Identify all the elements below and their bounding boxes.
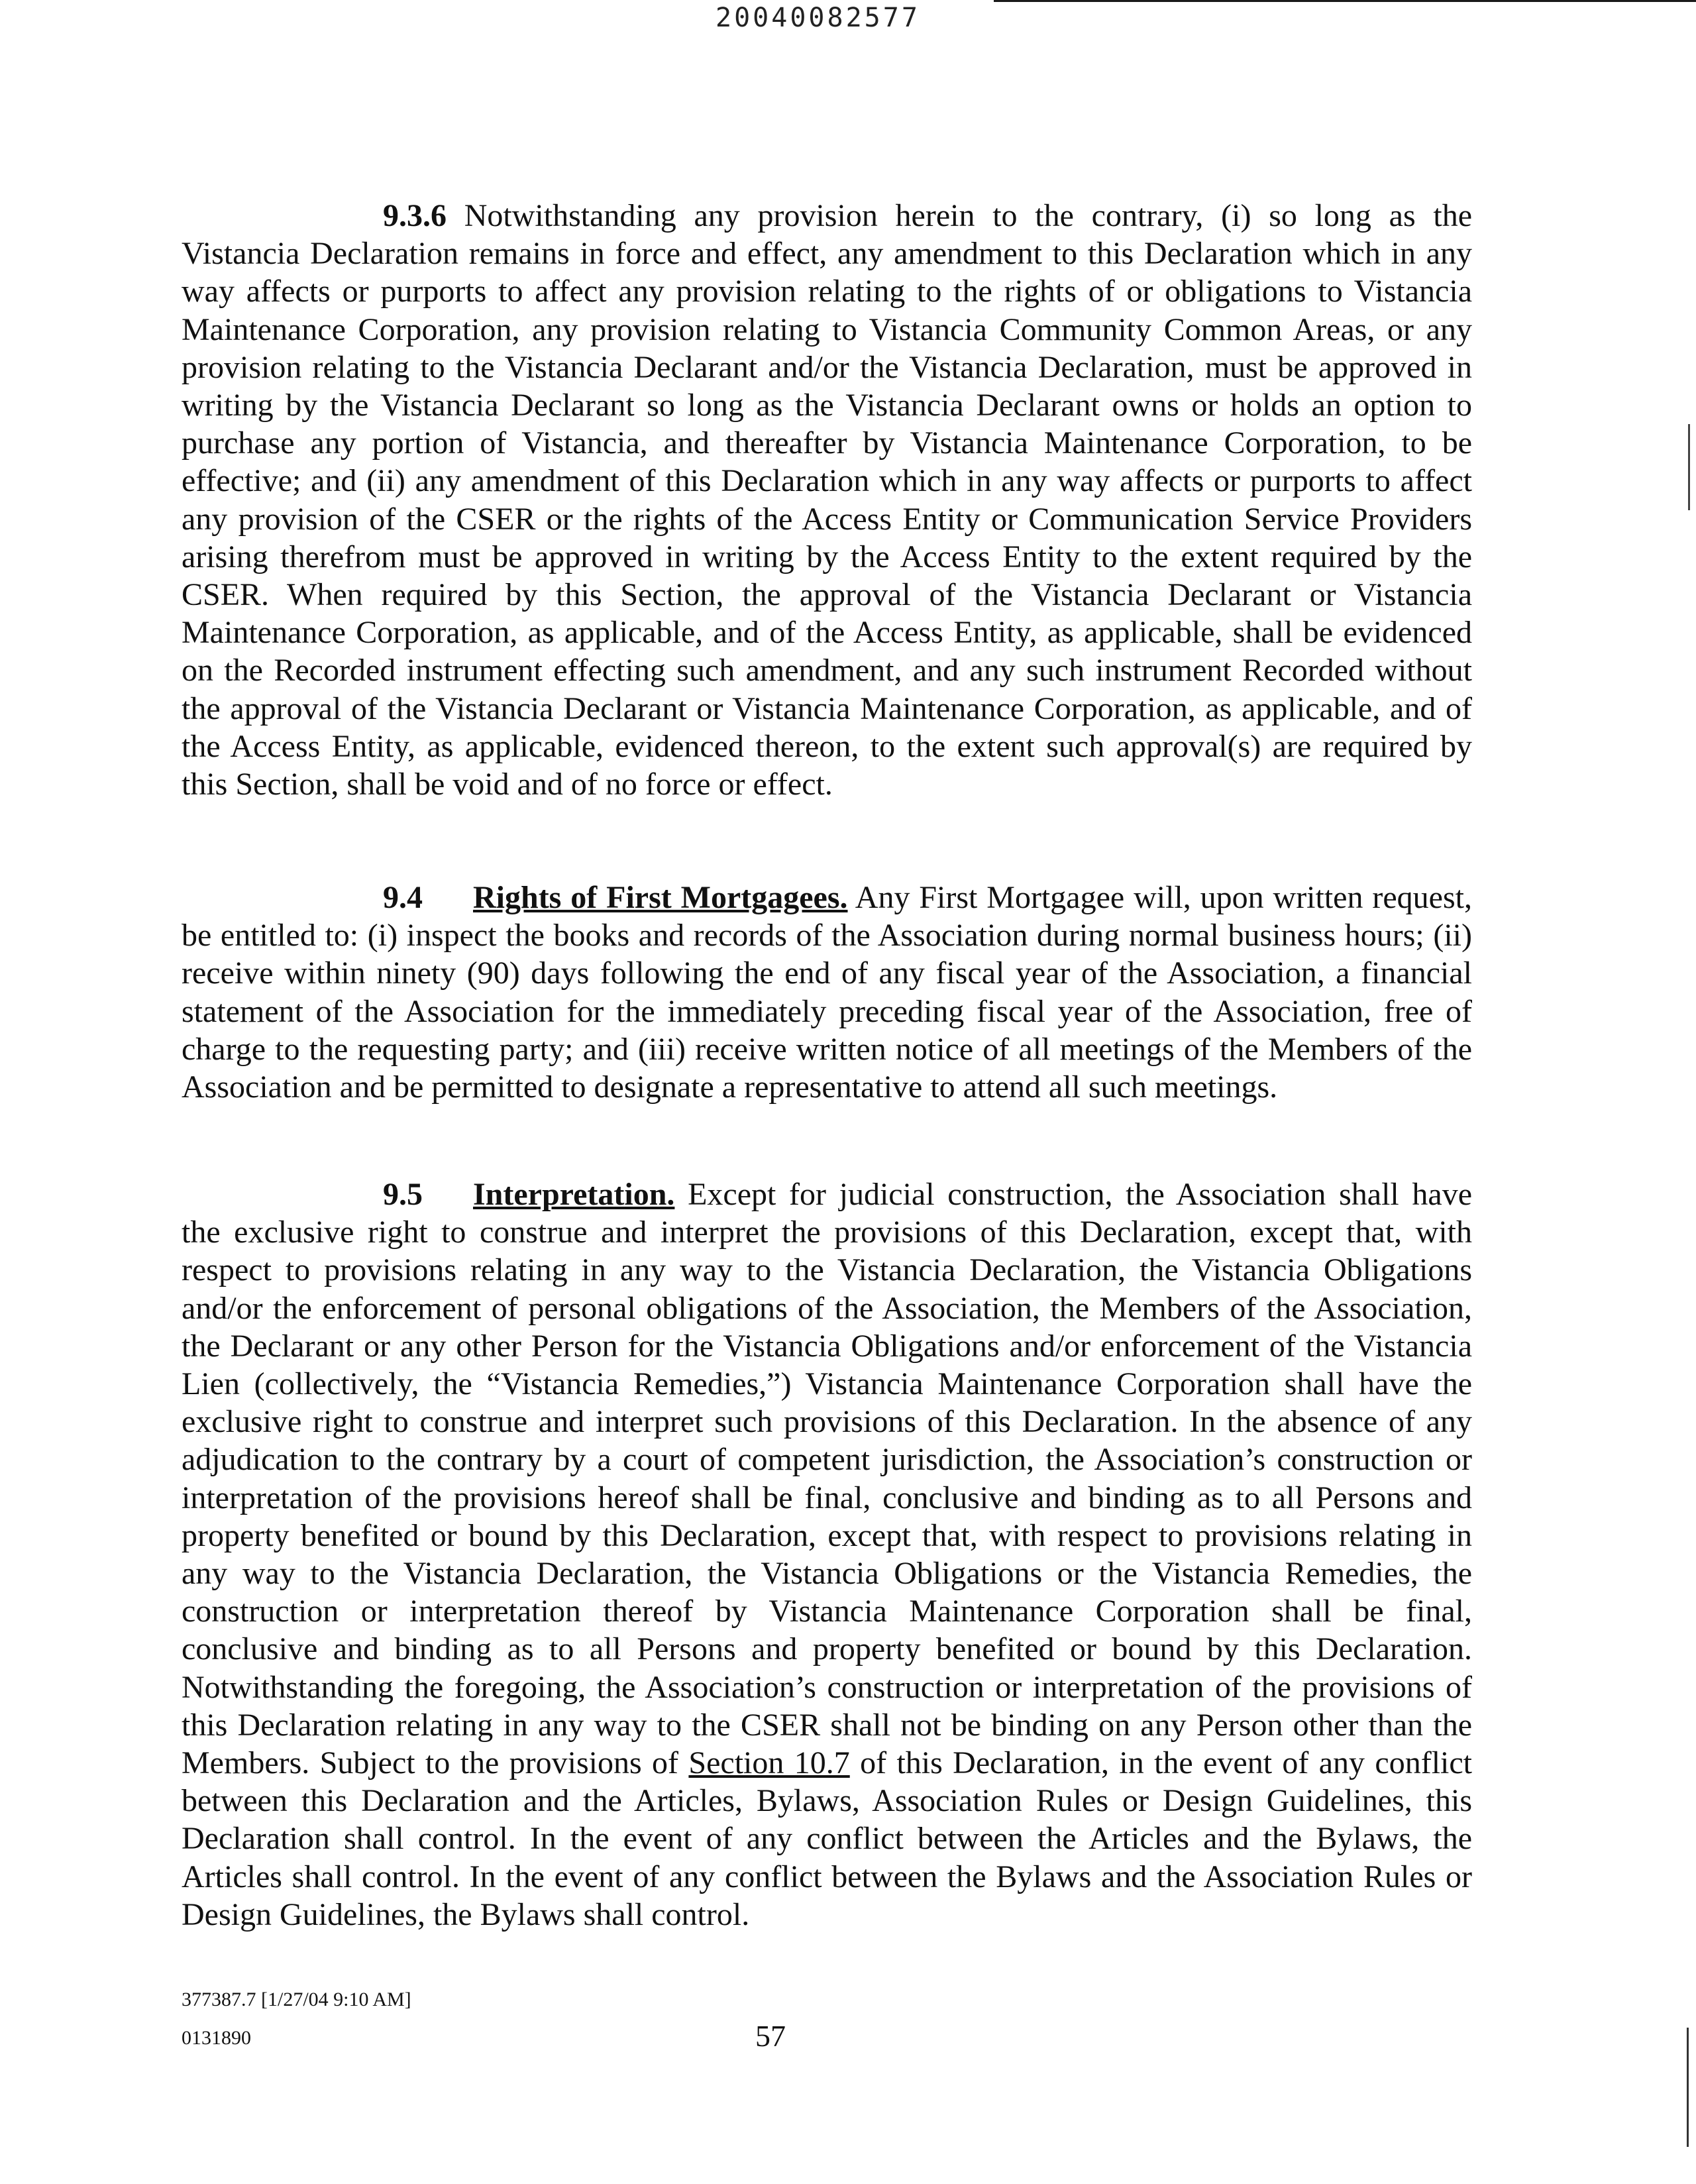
recording-number: 20040082577 (716, 3, 920, 33)
section-number: 9.3.6 (383, 198, 447, 233)
footer-matter-number: 0131890 (182, 2027, 251, 2049)
section-body: Except for judicial construction, the Association shall have the exclusive right to construe and interpret the provisions of this Declaration, except that, with respect to provisions relating in any way to the Vistancia Declaration, the Vistancia Obligations and/or the enforcement of personal obligations of the Association, the Members of the Association, the Declarant or any other Person for the Vistancia Obligations and/or enforcement of the Vistancia Lien (collectively, the “Vistancia Remedies,”) Vistancia Maintenance Corporation shall have the exclusive right to construe and interpret such provisions of this Declaration. In the absence of any adjudication to the contrary by a court of competent jurisdiction, the Association’s construction or interpretation of the provisions hereof shall be final, conclusive and binding as to all Persons and property benefited or bound by this Declaration, except that, with respect to provisions relating in any way to the Vistancia Declaration, the Vistancia Obligations or the Vistancia Remedies, the construction or interpretation thereof by Vistancia Maintenance Corporation shall be final, conclusive and binding as to all Persons and property benefited or bound by this Declaration. Notwithstanding the foregoing, the Association’s construction or interpretation of the provisions of this Declaration relating in any way to the CSER shall not be binding on any Person other than the Members. Subject to the provisions of (182, 1177, 1472, 1781)
scan-edge-mark (1687, 2028, 1689, 2147)
section-heading: Interpretation. (473, 1177, 675, 1212)
section-heading: Rights of First Mortgagees. (473, 880, 848, 915)
section-body: Any First Mortgagee will, upon written request, be entitled to: (i) inspect the books and records of the Association during normal business hours; (ii) receive within ninety (90) days following the end of any fiscal year of the Association, a financial statement of the Association for the immediately preceding fiscal year of the Association, free of charge to the requesting party; and (iii) receive written notice of all meetings of the Members of the Association and be permitted to designate a representative to attend all such meetings. (182, 880, 1472, 1105)
footer-document-id: 377387.7 [1/27/04 9:10 AM] (182, 1989, 411, 2010)
section-9-3-6 (182, 197, 1472, 803)
section-number: 9.5 (383, 1177, 423, 1212)
top-border-line (994, 0, 1696, 2)
section-9-4 (182, 879, 1472, 1106)
section-body: Notwithstanding any provision herein to the contrary, (i) so long as the Vistancia Declaration remains in force and effect, any amendment to this Declaration which in any way affects or purports to affect any provision relating to the rights of or obligations to Vistancia Maintenance Corporation, any provision relating to Vistancia Community Common Areas, or any provision relating to the Vistancia Declarant and/or the Vistancia Declaration, must be approved in writing by the Vistancia Declarant so long as the Vistancia Declarant owns or holds an option to purchase any portion of Vistancia, and thereafter by Vistancia Maintenance Corporation, to be effective; and (ii) any amendment of this Declaration which in any way affects or purports to affect any provision of the CSER or the rights of the Access Entity or Communication Service Providers arising therefrom must be approved in writing by the Access Entity to the extent required by the CSER. When required by this Section, the approval of the Vistancia Declarant or Vistancia Maintenance Corporation, as applicable, and of the Access Entity, as applicable, shall be evidenced on the Recorded instrument effecting such amendment, and any such instrument Recorded without the approval of the Vistancia Declarant or Vistancia Maintenance Corporation, as applicable, and of the Access Entity, as applicable, evidenced thereon, to the extent such approval(s) are required by this Section, shall be void and of no force or effect. (182, 198, 1473, 802)
section-9-5 (182, 1175, 1472, 1934)
section-reference-link: Section 10.7 (688, 1745, 850, 1781)
section-number: 9.4 (383, 880, 423, 915)
page-number: 57 (755, 2019, 786, 2053)
scan-edge-mark (1688, 424, 1690, 510)
section-body-continued: of this Declaration, in the event of any conflict between this Declaration and the Articles, Bylaws, Association Rules or Design Guidelines, this Declaration shall control. In the event of any conflict between the Articles and the Bylaws, the Articles shall control. In the event of any conflict between the Bylaws and the Association Rules or Design Guidelines, the Bylaws shall control. (182, 1745, 1472, 1932)
